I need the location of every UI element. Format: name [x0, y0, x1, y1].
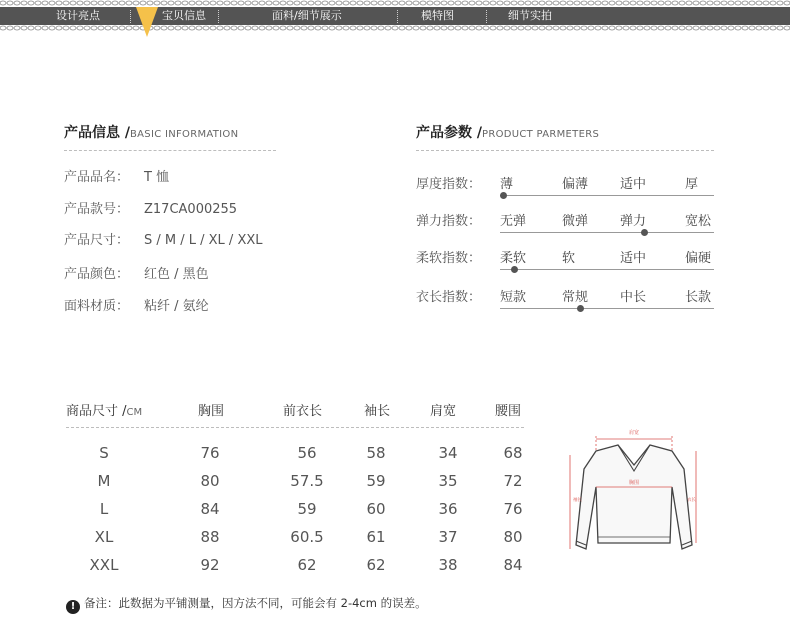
info-row-style-number: 产品款号： Z17CA000255: [64, 202, 238, 217]
col-sleeve: 袖长: [364, 404, 391, 419]
measurement-cell: 84: [503, 556, 523, 574]
info-value: 粘纤 / 氨纶: [144, 299, 209, 314]
measurement-cell: 61: [366, 528, 386, 546]
measurement-note: [66, 595, 427, 614]
measurement-cell: 35: [438, 472, 458, 490]
measurement-cell: 38: [438, 556, 458, 574]
measurement-cell: 59: [366, 472, 386, 490]
col-shoulder: 肩宽: [430, 404, 457, 419]
measurement-cell: 76: [200, 444, 220, 462]
param-level-indicator: [577, 305, 584, 312]
nav-separator: [486, 10, 487, 23]
param-scale-line: [500, 232, 714, 233]
measurement-cell: 80: [503, 528, 523, 546]
nav-separator: [130, 10, 131, 23]
param-label: 衣长指数：: [416, 290, 482, 305]
measurement-cell: 57.5: [290, 472, 324, 490]
params-title: 产品参数 /: [416, 125, 482, 141]
param-level-indicator: [641, 229, 648, 236]
measurement-cell: 80: [200, 472, 220, 490]
top-nav: [0, 0, 790, 26]
param-scale-line: [500, 269, 714, 270]
size-table-divider: [66, 427, 524, 428]
param-option: 偏薄: [562, 177, 589, 192]
nav-tab-model-photos[interactable]: 模特图: [421, 9, 454, 22]
warning-icon: !: [66, 600, 80, 614]
nav-tab-detail-photos[interactable]: 细节实拍: [508, 9, 552, 22]
basic-info-divider: [64, 150, 276, 151]
info-row-name: 产品品名： T 恤: [64, 170, 170, 185]
measurement-cell: 34: [438, 444, 458, 462]
col-front-length: 前衣长: [283, 404, 323, 419]
param-label: 柔软指数：: [416, 251, 482, 266]
param-option: 适中: [620, 251, 647, 266]
info-row-material: 面料材质： 粘纤 / 氨纶: [64, 299, 209, 314]
param-label: 弹力指数：: [416, 214, 482, 229]
measurement-cell: 60: [366, 500, 386, 518]
measurement-cell: 59: [297, 500, 317, 518]
param-option: 适中: [620, 177, 647, 192]
info-value: T 恤: [144, 170, 170, 185]
nav-tab-fabric-details[interactable]: 面料/细节展示: [272, 9, 342, 22]
sweater-outline: [576, 445, 692, 549]
note-text: 备注：此数据为平铺测量，因方法不同，可能会有 2-4cm 的误差。: [84, 596, 427, 610]
size-table-header-label: 商品尺寸 /CM: [66, 404, 143, 419]
param-level-indicator: [500, 192, 507, 199]
active-tab-arrow-icon: [136, 7, 158, 37]
measurement-cell: 92: [200, 556, 220, 574]
params-heading: [416, 122, 599, 142]
basic-info-title: 产品信息 /: [64, 125, 130, 141]
param-option: 宽松: [685, 214, 712, 229]
param-option: 偏硬: [685, 251, 712, 266]
params-divider: [416, 150, 714, 151]
size-cell: S: [99, 444, 109, 462]
param-option: 弹力: [620, 214, 647, 229]
param-option: 短款: [500, 290, 527, 305]
param-option: 常规: [562, 290, 589, 305]
info-row-sizes: 产品尺寸： S / M / L / XL / XXL: [64, 233, 263, 248]
measurement-cell: 37: [438, 528, 458, 546]
param-option: 长款: [685, 290, 712, 305]
size-cell: XL: [94, 528, 114, 546]
param-option: 软: [562, 251, 576, 266]
nav-separator: [397, 10, 398, 23]
measurement-cell: 36: [438, 500, 458, 518]
param-label: 厚度指数：: [416, 177, 482, 192]
measurement-cell: 62: [366, 556, 386, 574]
measurement-cell: 68: [503, 444, 523, 462]
param-scale-line: [500, 308, 714, 309]
info-row-colors: 产品颜色： 红色 / 黑色: [64, 267, 209, 282]
param-level-indicator: [511, 266, 518, 273]
measurement-cell: 56: [297, 444, 317, 462]
garment-measurement-diagram: [566, 425, 702, 557]
measurement-cell: 60.5: [290, 528, 324, 546]
measurement-cell: 84: [200, 500, 220, 518]
params-title-en: PRODUCT PARMETERS: [482, 129, 600, 140]
info-value: S / M / L / XL / XXL: [144, 233, 263, 248]
size-cell: L: [99, 500, 109, 518]
nav-tab-design-highlights[interactable]: 设计亮点: [56, 9, 100, 22]
sleeve-label: 袖长: [573, 498, 582, 503]
nav-separator: [218, 10, 219, 23]
nav-chain-top-decoration: [0, 0, 790, 6]
param-option: 微弹: [562, 214, 589, 229]
nav-tab-product-info[interactable]: 宝贝信息: [162, 9, 206, 22]
measurement-cell: 62: [297, 556, 317, 574]
size-cell: XXL: [89, 556, 119, 574]
measurement-cell: 72: [503, 472, 523, 490]
length-label: 衣长: [687, 498, 696, 503]
param-option: 柔软: [500, 251, 527, 266]
info-value: 红色 / 黑色: [144, 267, 209, 282]
info-value: Z17CA000255: [144, 202, 238, 217]
param-option: 厚: [685, 177, 699, 192]
basic-info-title-en: BASIC INFORMATION: [130, 129, 239, 140]
measurement-cell: 76: [503, 500, 523, 518]
measurement-cell: 58: [366, 444, 386, 462]
shoulder-label: 肩宽: [628, 430, 640, 436]
param-option: 无弹: [500, 214, 527, 229]
nav-chain-bottom-decoration: [0, 25, 790, 31]
param-scale-line: [500, 195, 714, 196]
param-option: 薄: [500, 177, 514, 192]
chest-label: 胸围: [628, 480, 640, 486]
measurement-cell: 88: [200, 528, 220, 546]
size-cell: M: [97, 472, 111, 490]
col-waist: 腰围: [495, 404, 522, 419]
col-chest: 胸围: [198, 404, 225, 419]
basic-info-heading: [64, 122, 238, 142]
nav-bar: [0, 7, 790, 25]
param-option: 中长: [620, 290, 647, 305]
